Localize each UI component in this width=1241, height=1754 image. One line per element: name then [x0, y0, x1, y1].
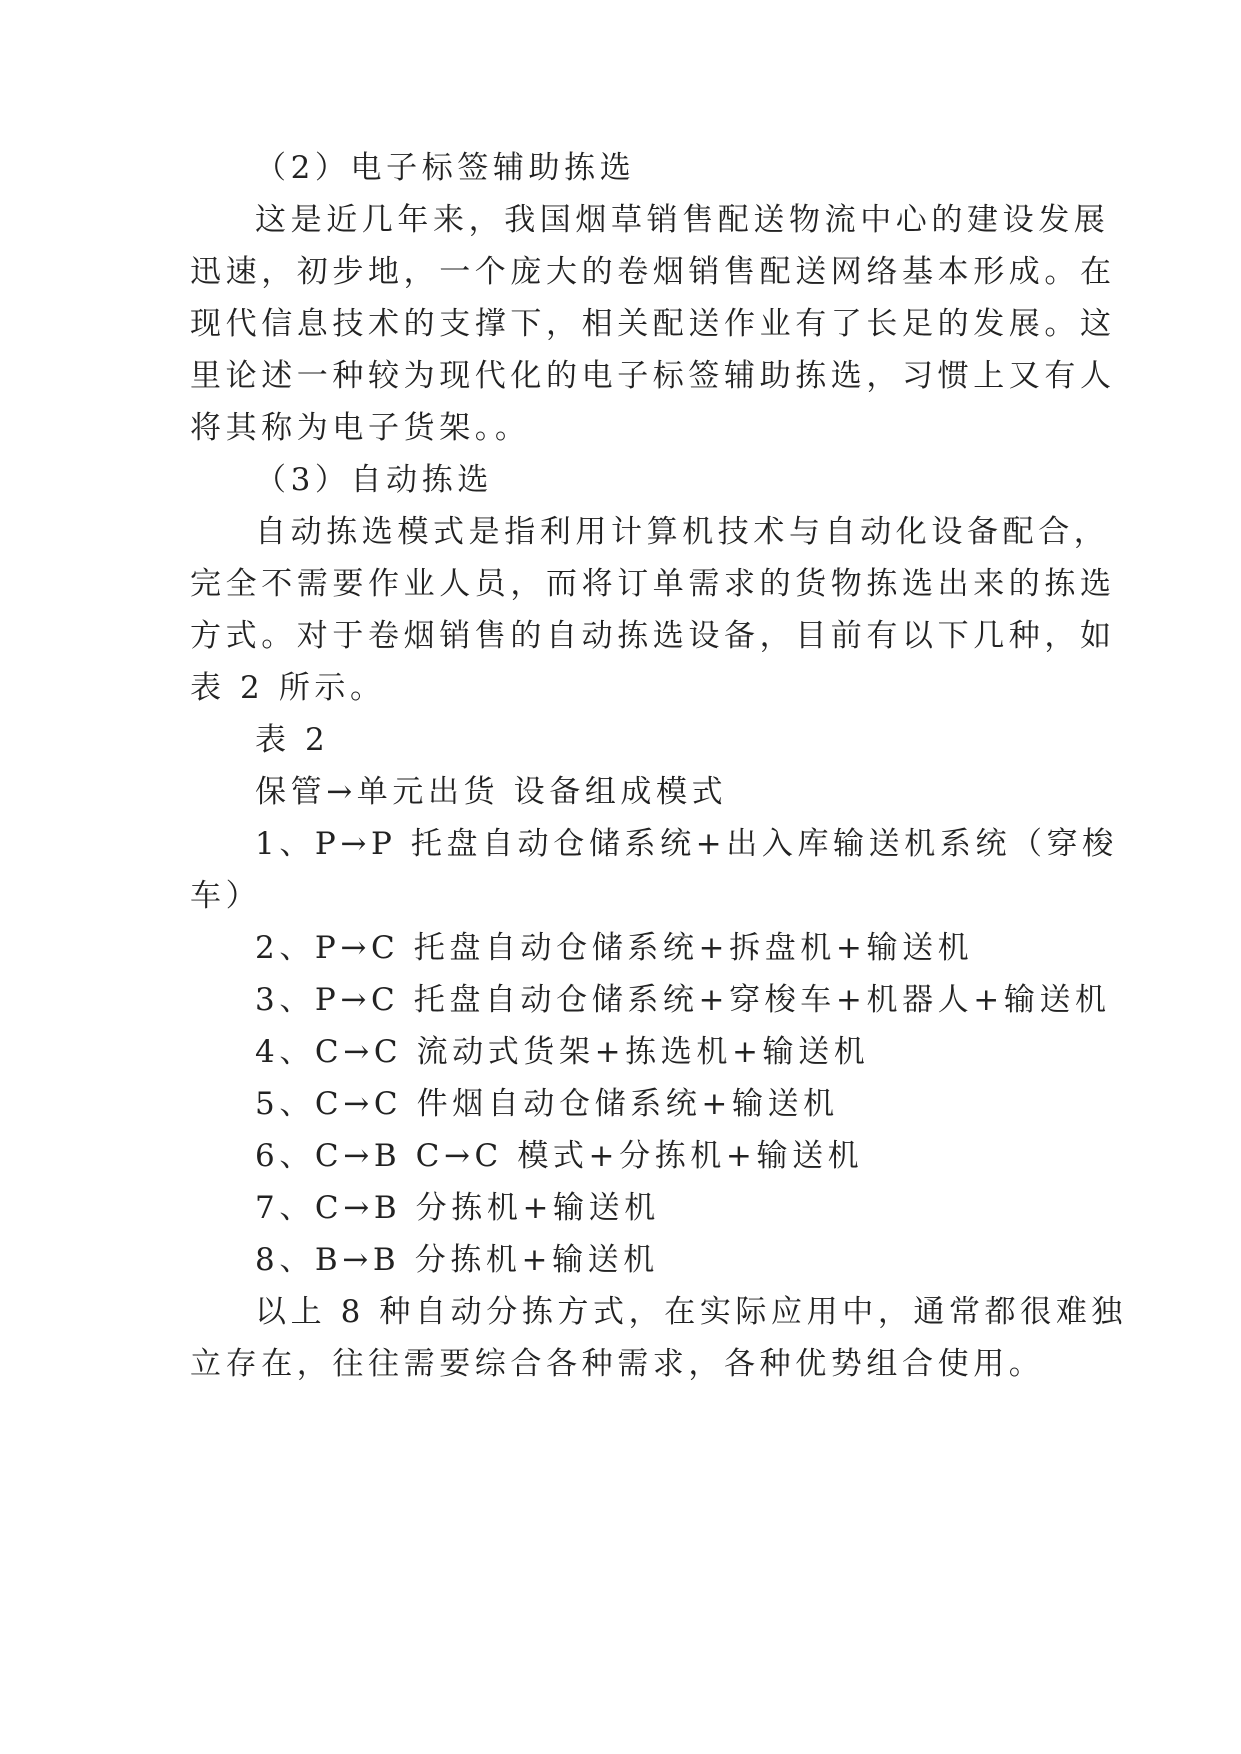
- paragraph-1-line-5: 将其称为电子货架。。: [190, 410, 531, 446]
- paragraph-1-line-3: 现代信息技术的支撑下，相关配送作业有了长足的发展。这: [190, 306, 1116, 342]
- list-item: 8、B→B 分拣机+输送机: [255, 1242, 659, 1278]
- paragraph-1-line-2: 迅速，初步地，一个庞大的卷烟销售配送网络基本形成。在: [190, 254, 1116, 290]
- paragraph-2-line-2: 完全不需要作业人员，而将订单需求的货物拣选出来的拣选: [190, 566, 1116, 602]
- paragraph-1-line-4: 里论述一种较为现代化的电子标签辅助拣选，习惯上又有人: [190, 358, 1116, 394]
- list-item: 1、P→P 托盘自动仓储系统+出入库输送机系统（穿梭: [255, 826, 1118, 862]
- list-item-continuation: 车）: [190, 878, 262, 914]
- list-item: 7、C→B 分拣机+输送机: [255, 1190, 660, 1226]
- list-item: 6、C→B C→C 模式+分拣机+输送机: [255, 1138, 864, 1174]
- conclusion-line-2: 立存在，往往需要综合各种需求，各种优势组合使用。: [190, 1346, 1045, 1382]
- list-item: 3、P→C 托盘自动仓储系统+穿梭车+机器人+输送机: [255, 982, 1111, 1018]
- list-item: 2、P→C 托盘自动仓储系统+拆盘机+输送机: [255, 930, 974, 966]
- paragraph-2-line-4: 表 2 所示。: [190, 670, 386, 706]
- table-label: 表 2: [255, 722, 330, 758]
- paragraph-1-line-1: 这是近几年来，我国烟草销售配送物流中心的建设发展: [255, 202, 1110, 238]
- section-heading-2: （2）电子标签辅助拣选: [255, 150, 636, 186]
- paragraph-2-line-1: 自动拣选模式是指利用计算机技术与自动化设备配合，: [255, 514, 1110, 550]
- conclusion-line-1: 以上 8 种自动分拣方式，在实际应用中，通常都很难独: [255, 1294, 1128, 1330]
- paragraph-2-line-3: 方式。对于卷烟销售的自动拣选设备，目前有以下几种，如: [190, 618, 1116, 654]
- table-header: 保管→单元出货 设备组成模式: [255, 774, 728, 810]
- list-item: 4、C→C 流动式货架+拣选机+输送机: [255, 1034, 870, 1070]
- section-heading-3: （3）自动拣选: [255, 462, 493, 498]
- list-item: 5、C→C 件烟自动仓储系统+输送机: [255, 1086, 839, 1122]
